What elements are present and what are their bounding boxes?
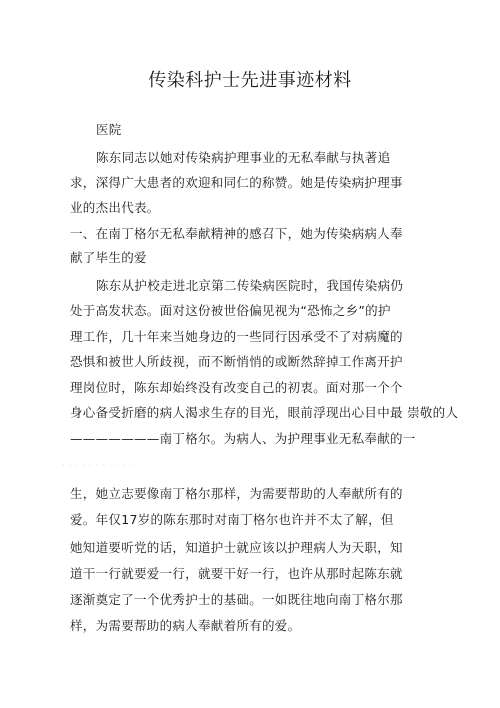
paragraph-line: 陈东从护校走进北京第二传染病医院时，我国传染病仍: [96, 278, 404, 293]
paragraph-line: 爱。年仅17岁的陈东那时对南丁格尔也许并不太了解，但: [70, 512, 394, 527]
paragraph-line: 生，她立志要像南丁格尔那样，为需要帮助的人奉献所有的: [70, 486, 403, 501]
section-heading-line: 一、在南丁格尔无私奉献精神的感召下，她为传染病病人奉: [70, 226, 403, 241]
paragraph-line: 陈东同志以她对传染病护理事业的无私奉献与执著追: [96, 150, 391, 165]
faint-scan-mark: · · · · · · · · · · ·: [62, 461, 133, 471]
paragraph-line: 身心备受折磨的病人渴求生存的目光，眼前浮现出心目中最 崇敬的人: [70, 405, 459, 420]
paragraph-line: 理工作，几十年来当她身边的一些同行因承受不了对病魔的: [70, 329, 403, 344]
section-heading-line: 献了毕生的爱: [70, 250, 147, 265]
paragraph-line: 理岗位时，陈东却始终没有改变自己的初衷。面对那一个个: [70, 380, 403, 395]
paragraph-line: 恐惧和被世人所歧视，而不断悄悄的或断然辞掉工作离开护: [70, 354, 403, 369]
paragraph-line: 逐渐奠定了一个优秀护士的基础。一如既往地向南丁格尔那: [70, 592, 403, 607]
paragraph-line: 样，为需要帮助的病人奉献着所有的爱。: [70, 618, 301, 633]
paragraph-line: 医院: [96, 122, 122, 137]
document-title: 传染科护士先进事迹材料: [148, 70, 352, 91]
paragraph-line: 她知道要听党的话，知道护士就应该以护理病人为天职，知: [70, 540, 403, 555]
paragraph-line: 处于高发状态。面对这份被世俗偏见视为“恐怖之乡”的护: [70, 303, 391, 318]
paragraph-line: 业的杰出代表。: [70, 200, 160, 215]
paragraph-line: 求，深得广大患者的欢迎和同仁的称赞。她是传染病护理事: [70, 175, 403, 190]
paragraph-line: ———————南丁格尔。为病人、为护理事业无私奉献的一: [70, 431, 416, 446]
paragraph-line: 道干一行就要爱一行，就要干好一行，也许从那时起陈东就: [70, 566, 403, 581]
